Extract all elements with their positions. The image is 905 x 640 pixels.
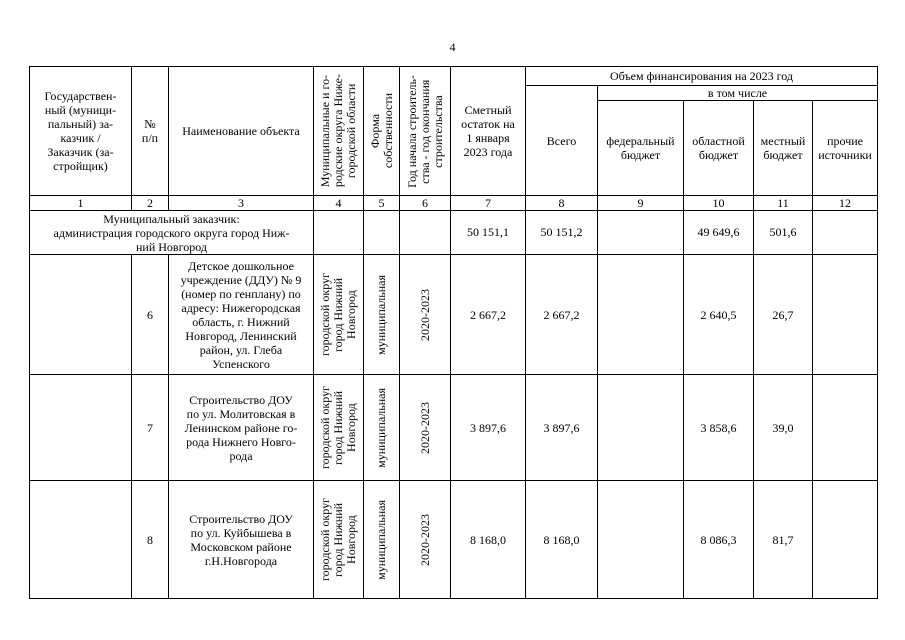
header-num: № п/п (132, 67, 169, 196)
row-num: 6 (132, 255, 169, 375)
row-num: 7 (132, 375, 169, 481)
header-financing-group: Объем финансирования на 2023 год (526, 67, 878, 86)
column-number: 6 (400, 196, 451, 211)
row-regional: 2 640,5 (684, 255, 754, 375)
row-local: 81,7 (754, 481, 813, 599)
column-number: 12 (813, 196, 878, 211)
header-object-name: Наименование объекта (169, 67, 314, 196)
row-years: 2020-2023 (400, 481, 451, 599)
row-district: городской округ город Нижний Новгород (314, 255, 364, 375)
table-row (30, 375, 878, 481)
header-total: Всего (526, 86, 598, 196)
column-numbers-row (30, 196, 878, 211)
column-number: 9 (598, 196, 684, 211)
customer-ownership (364, 211, 400, 255)
table-row (30, 481, 878, 599)
customer-local: 501,6 (754, 211, 813, 255)
customer-estimated-balance: 50 151,1 (451, 211, 526, 255)
header-other: прочие источники (813, 101, 878, 196)
row-ownership: муниципальная (364, 481, 400, 599)
row-customer (30, 375, 132, 481)
customer-federal (598, 211, 684, 255)
header-estimated-balance: Сметный остаток на 1 января 2023 года (451, 67, 526, 196)
row-total: 3 897,6 (526, 375, 598, 481)
row-other (813, 255, 878, 375)
customer-name: Муниципальный заказчик: администрация городского округа город Ниж- ний Новгород (30, 211, 314, 255)
row-district: городской округ город Нижний Новгород (314, 375, 364, 481)
row-federal (598, 255, 684, 375)
row-total: 8 168,0 (526, 481, 598, 599)
row-estimated-balance: 3 897,6 (451, 375, 526, 481)
row-federal (598, 375, 684, 481)
header-construction-years: Год начала строитель- ства - год окончания строительства (400, 67, 451, 196)
column-number: 3 (169, 196, 314, 211)
customer-regional: 49 649,6 (684, 211, 754, 255)
row-other (813, 481, 878, 599)
row-years: 2020-2023 (400, 375, 451, 481)
customer-years (400, 211, 451, 255)
row-regional: 3 858,6 (684, 375, 754, 481)
row-ownership: муниципальная (364, 255, 400, 375)
row-object-name: Строительство ДОУ по ул. Молитовская в Ленинском районе го- рода Нижнего Новго- рода (169, 375, 314, 481)
customer-district (314, 211, 364, 255)
column-number: 10 (684, 196, 754, 211)
row-local: 39,0 (754, 375, 813, 481)
customer-row (30, 211, 878, 255)
row-local: 26,7 (754, 255, 813, 375)
column-number: 2 (132, 196, 169, 211)
row-object-name: Детское дошкольное учреждение (ДДУ) № 9 (номер по генплану) по адресу: Нижегородская область, г. Нижний Новгород, Ленинский район, ул. Глеба Успенского (169, 255, 314, 375)
header-regional: областной бюджет (684, 101, 754, 196)
column-number: 1 (30, 196, 132, 211)
column-number: 4 (314, 196, 364, 211)
row-other (813, 375, 878, 481)
column-number: 7 (451, 196, 526, 211)
column-number: 8 (526, 196, 598, 211)
header-federal: федеральный бюджет (598, 101, 684, 196)
column-number: 11 (754, 196, 813, 211)
row-object-name: Строительство ДОУ по ул. Куйбышева в Московском районе г.Н.Новгорода (169, 481, 314, 599)
row-total: 2 667,2 (526, 255, 598, 375)
row-estimated-balance: 2 667,2 (451, 255, 526, 375)
page-number: 4 (449, 40, 456, 54)
customer-total: 50 151,2 (526, 211, 598, 255)
header-municipal-districts: Муниципальные и го- родские округа Ниже- городской области (314, 67, 364, 196)
column-number: 5 (364, 196, 400, 211)
header-ownership-form: Форма собственности (364, 67, 400, 196)
header-customer: Государствен- ный (муници- пальный) за- казчик / Заказчик (за- стройщик) (30, 67, 132, 196)
row-years: 2020-2023 (400, 255, 451, 375)
header-including: в том числе (598, 86, 878, 101)
row-customer (30, 255, 132, 375)
row-regional: 8 086,3 (684, 481, 754, 599)
row-ownership: муниципальная (364, 375, 400, 481)
financing-table (29, 66, 878, 599)
row-federal (598, 481, 684, 599)
customer-other (813, 211, 878, 255)
row-num: 8 (132, 481, 169, 599)
row-customer (30, 481, 132, 599)
row-district: городской округ город Нижний Новгород (314, 481, 364, 599)
table-row (30, 255, 878, 375)
header-local: местный бюджет (754, 101, 813, 196)
row-estimated-balance: 8 168,0 (451, 481, 526, 599)
